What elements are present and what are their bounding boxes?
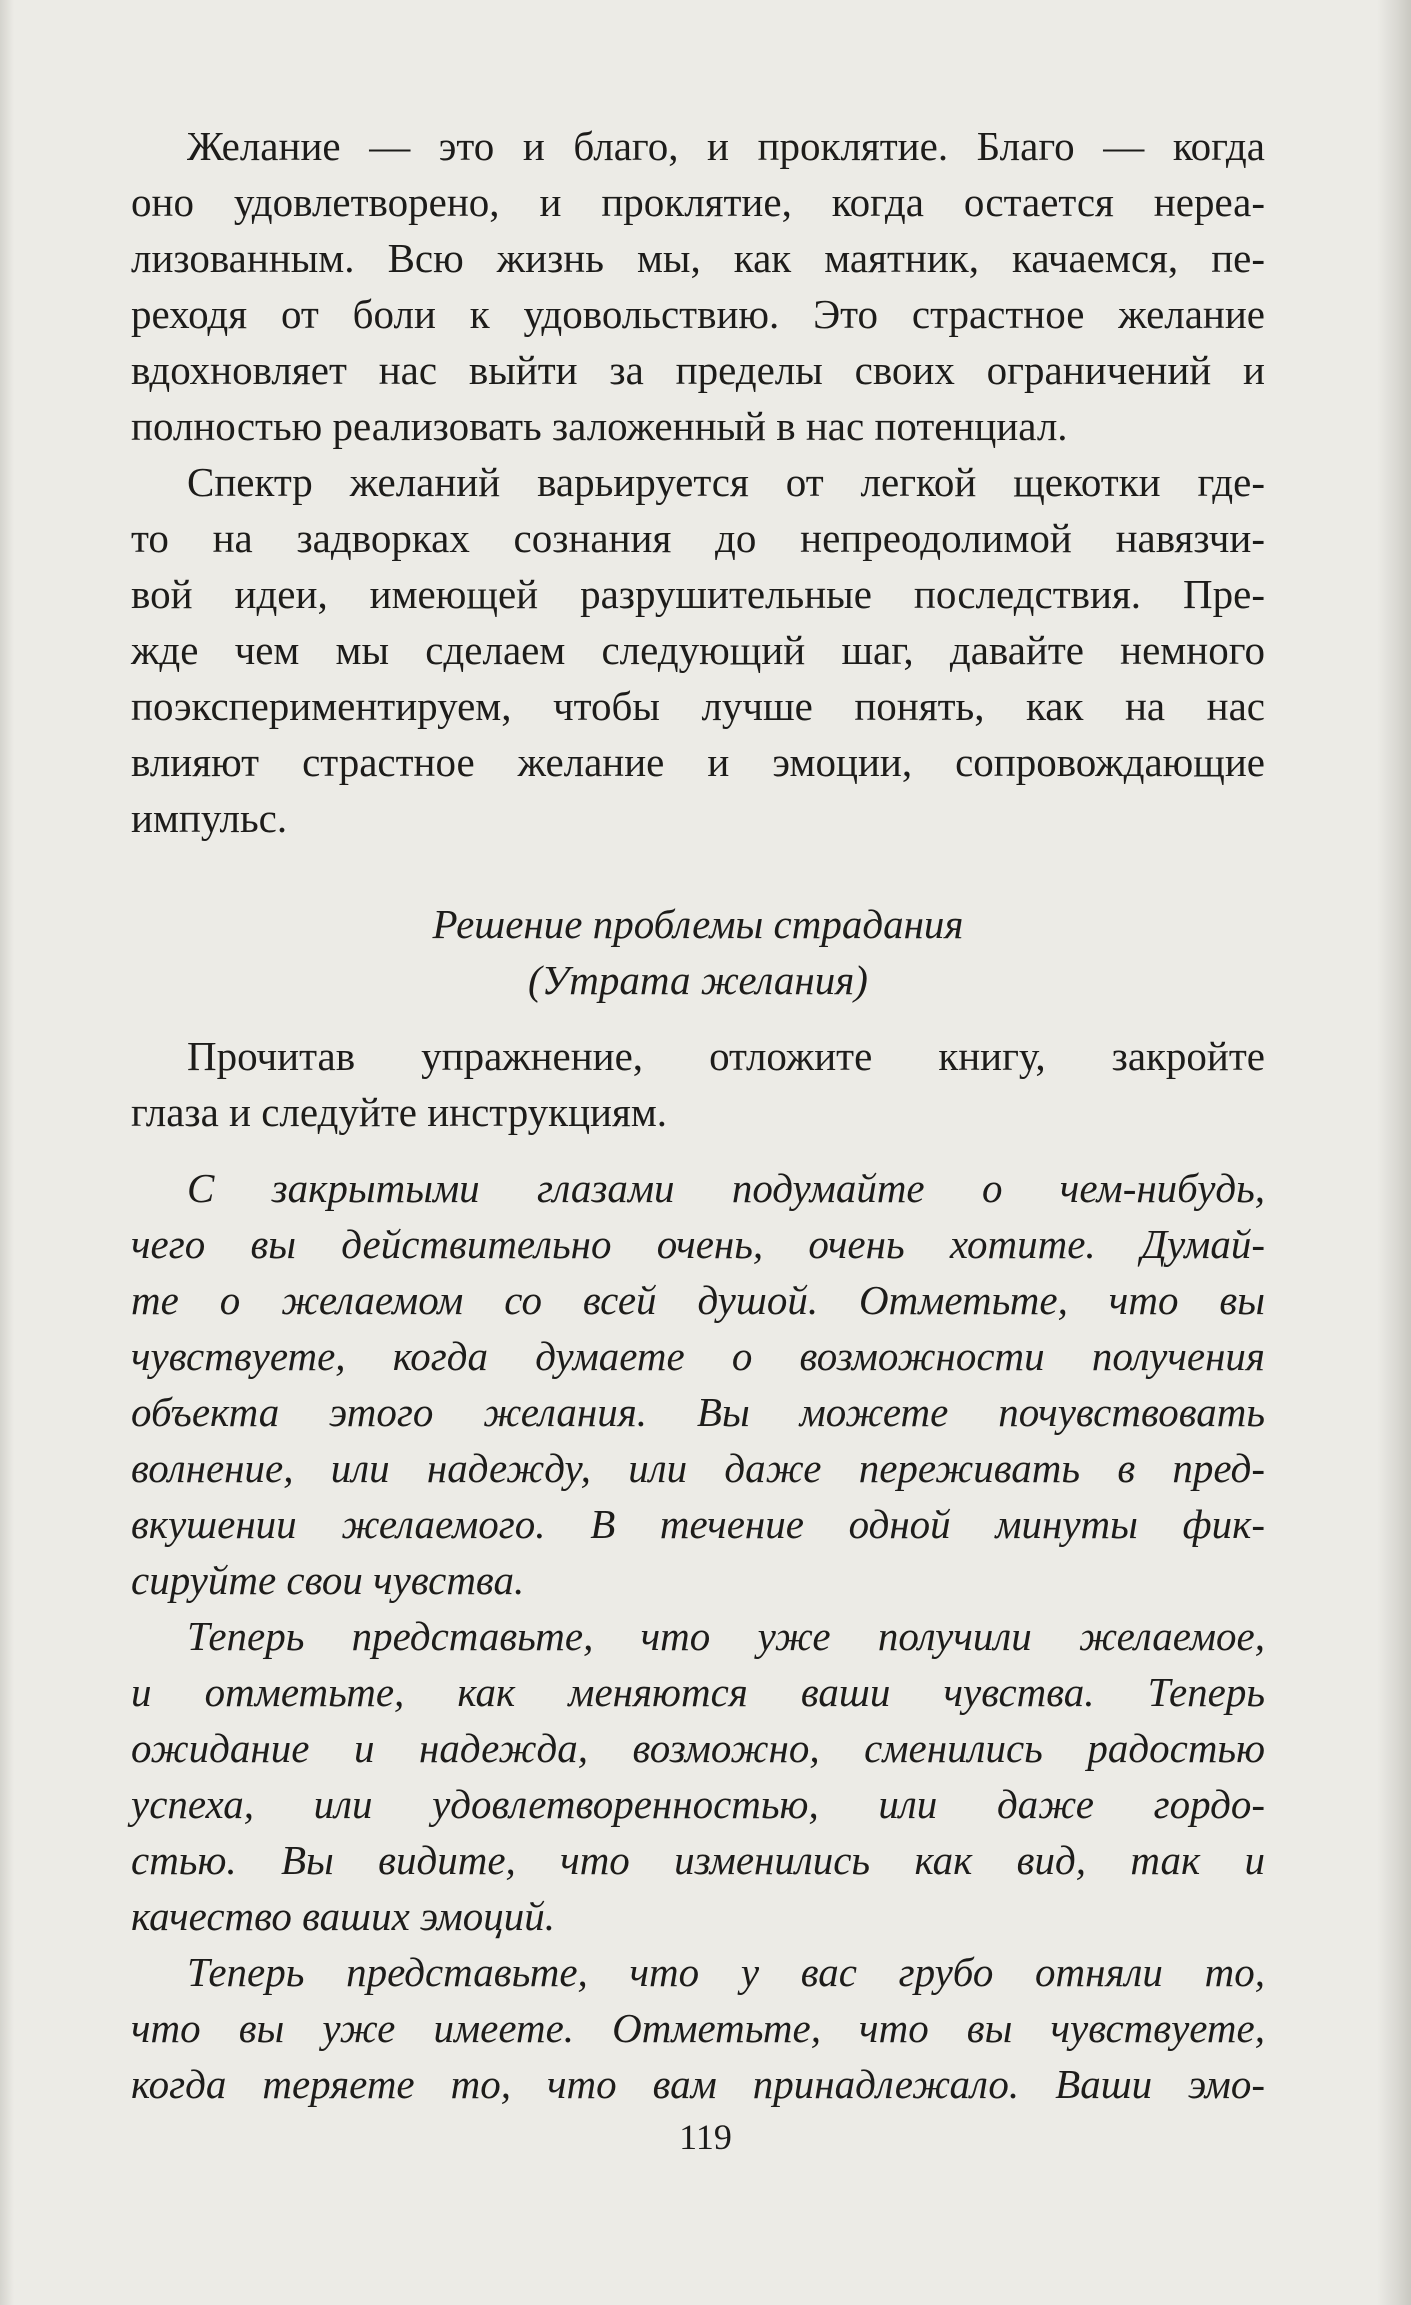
text-line: Прочитав упражнение, отложите книгу, закройте <box>187 1033 1265 1079</box>
exercise-step-2 <box>131 1608 1265 1944</box>
text-line: когда теряете то, что вам принадлежало. Ваши эмо- <box>131 2061 1265 2107</box>
text-line: вкушении желаемого. В течение одной минуты фик- <box>131 1501 1265 1547</box>
text-line: то на задворках сознания до непреодолимой навязчи- <box>131 515 1265 561</box>
text-line: чего вы действительно очень, очень хотите. Думай- <box>131 1221 1265 1267</box>
text-line: качество ваших эмоций. <box>131 1893 555 1939</box>
text-line: и отметьте, как меняются ваши чувства. Теперь <box>131 1669 1265 1715</box>
text-line: глаза и следуйте инструкциям. <box>131 1089 668 1135</box>
heading-line: Решение проблемы страдания <box>432 901 964 947</box>
text-line: чувствуете, когда думаете о возможности получения <box>131 1333 1265 1379</box>
paragraph-instructions <box>131 1028 1265 1140</box>
text-line: объекта этого желания. Вы можете почувствовать <box>131 1389 1265 1435</box>
text-line: импульс. <box>131 795 288 841</box>
text-line: поэкспериментируем, чтобы лучше понять, как на нас <box>131 683 1265 729</box>
text-line: те о желаемом со всей душой. Отметьте, что вы <box>131 1277 1265 1323</box>
text-line: успеха, или удовлетворенностью, или даже гордо- <box>131 1781 1265 1827</box>
paragraph-spectrum <box>131 454 1265 846</box>
text-line: сируйте свои чувства. <box>131 1557 525 1603</box>
text-line: полностью реализовать заложенный в нас потенциал. <box>131 403 1068 449</box>
spacer <box>131 846 1265 896</box>
heading-line: (Утрата желания) <box>528 957 868 1003</box>
paragraph-desire <box>131 118 1265 454</box>
page-edge-left <box>0 0 14 2305</box>
text-line: Спектр желаний варьируется от легкой щекотки где- <box>187 459 1265 505</box>
text-line: Теперь представьте, что у вас грубо отняли то, <box>187 1949 1265 1995</box>
text-line: Желание — это и благо, и проклятие. Благо — когда <box>187 123 1265 169</box>
text-line: волнение, или надежду, или даже переживать в пред- <box>131 1445 1265 1491</box>
text-line: реходя от боли к удовольствию. Это страстное желание <box>131 291 1265 337</box>
text-line: стью. Вы видите, что изменились как вид, так и <box>131 1837 1265 1883</box>
text-line: С закрытыми глазами подумайте о чем-нибудь, <box>187 1165 1265 1211</box>
exercise-step-3 <box>131 1944 1265 2112</box>
section-heading <box>131 896 1265 1008</box>
text-line: жде чем мы сделаем следующий шаг, давайте немного <box>131 627 1265 673</box>
page-text <box>131 118 1265 2112</box>
page-edge-right <box>1377 0 1411 2305</box>
text-line: что вы уже имеете. Отметьте, что вы чувствуете, <box>131 2005 1265 2051</box>
page-number: 119 <box>679 2117 732 2157</box>
text-line: ожидание и надежда, возможно, сменились радостью <box>131 1725 1265 1771</box>
spacer <box>131 1008 1265 1028</box>
text-line: оно удовлетворено, и проклятие, когда остается нереа- <box>131 179 1265 225</box>
text-line: вой идеи, имеющей разрушительные последствия. Пре- <box>131 571 1265 617</box>
spacer <box>131 1140 1265 1160</box>
text-line: вдохновляет нас выйти за пределы своих ограничений и <box>131 347 1265 393</box>
text-line: Теперь представьте, что уже получили желаемое, <box>187 1613 1265 1659</box>
text-line: лизованным. Всю жизнь мы, как маятник, качаемся, пе- <box>131 235 1265 281</box>
text-line: влияют страстное желание и эмоции, сопровождающие <box>131 739 1265 785</box>
exercise-step-1 <box>131 1160 1265 1608</box>
